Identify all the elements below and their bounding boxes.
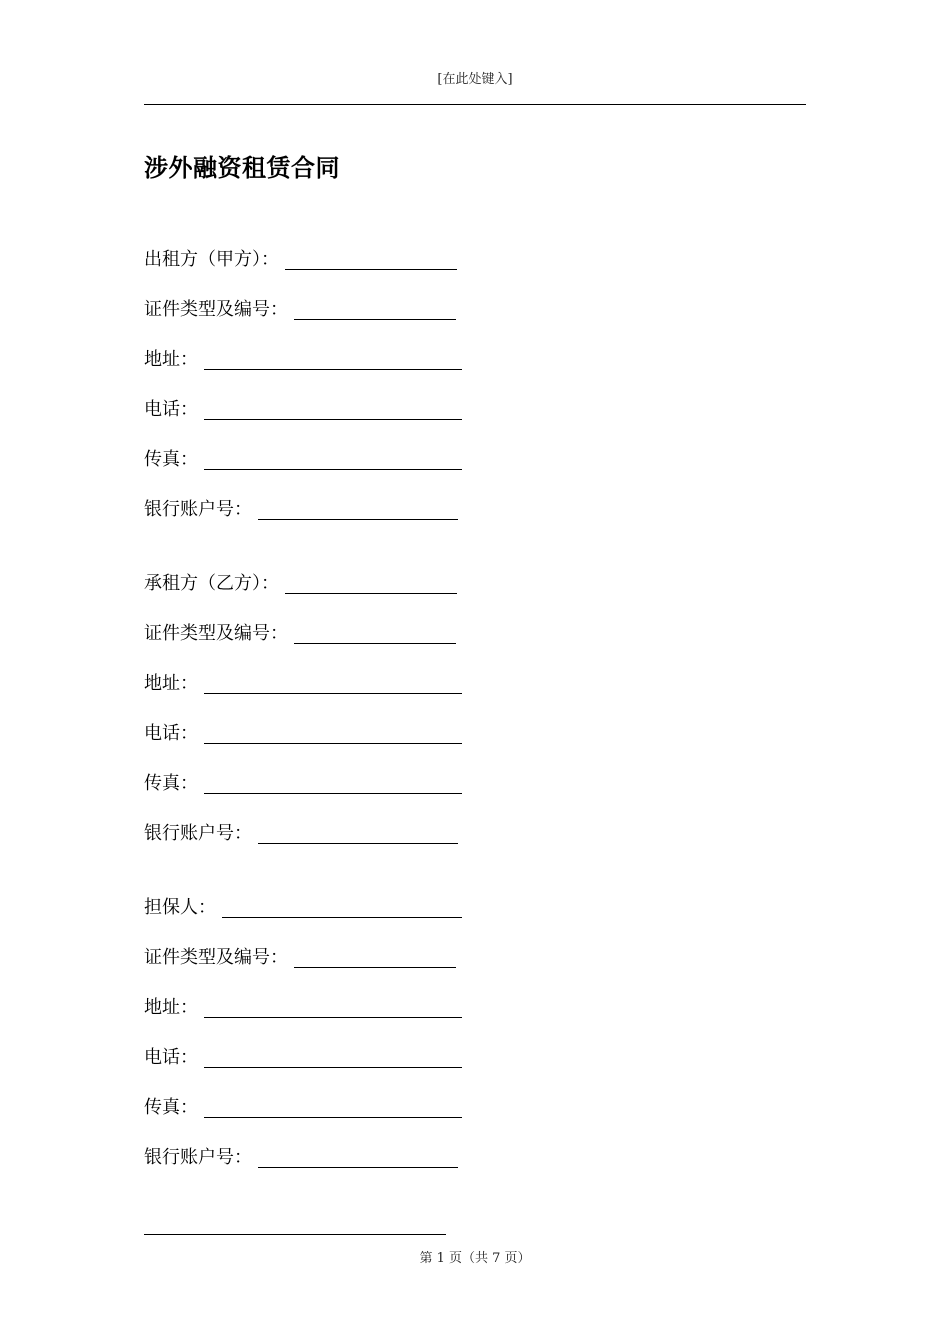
fill-in-blank[interactable] (204, 349, 462, 370)
field-label: 证件类型及编号： (144, 623, 288, 644)
guarantor-fax-field (144, 1092, 462, 1120)
fill-in-blank[interactable] (285, 249, 457, 270)
fill-in-blank[interactable] (204, 1097, 462, 1118)
document-title: 涉外融资租赁合同 (144, 153, 340, 182)
fill-in-blank[interactable] (294, 947, 456, 968)
fill-in-blank[interactable] (258, 1147, 458, 1168)
field-label: 地址： (144, 673, 198, 694)
field-label: 传真： (144, 449, 198, 470)
lessor-bank-field (144, 494, 458, 522)
field-label: 承租方（乙方）： (144, 573, 279, 594)
lessee-fax-field (144, 768, 462, 796)
fill-in-blank[interactable] (204, 723, 462, 744)
fill-in-blank[interactable] (204, 673, 462, 694)
field-label: 电话： (144, 723, 198, 744)
field-label: 电话： (144, 1047, 198, 1068)
fill-in-blank[interactable] (294, 623, 456, 644)
field-label: 传真： (144, 773, 198, 794)
field-label: 证件类型及编号： (144, 299, 288, 320)
field-label: 证件类型及编号： (144, 947, 288, 968)
lessor-fax-field (144, 444, 462, 472)
guarantor-name-field (144, 892, 462, 920)
guarantor-id-field (144, 942, 456, 970)
fill-in-blank[interactable] (204, 997, 462, 1018)
page-number: 第 1 页（共 7 页） (419, 1251, 531, 1266)
fill-in-blank[interactable] (285, 573, 457, 594)
lessor-phone-field (144, 394, 462, 422)
guarantor-phone-field (144, 1042, 462, 1070)
field-label: 银行账户号： (144, 1147, 252, 1168)
lessee-id-field (144, 618, 456, 646)
guarantor-bank-field (144, 1142, 458, 1170)
lessee-name-field (144, 568, 457, 596)
lessee-address-field (144, 668, 462, 696)
header-placeholder[interactable]: [在此处键入] (437, 72, 513, 87)
fill-in-blank[interactable] (204, 449, 462, 470)
fill-in-blank[interactable] (222, 897, 462, 918)
fill-in-blank[interactable] (258, 823, 458, 844)
lessee-bank-field (144, 818, 458, 846)
field-label: 电话： (144, 399, 198, 420)
field-label: 出租方（甲方）： (144, 249, 279, 270)
guarantor-address-field (144, 992, 462, 1020)
lessor-address-field (144, 344, 462, 372)
field-label: 地址： (144, 349, 198, 370)
lessor-name-field (144, 244, 457, 272)
field-label: 传真： (144, 1097, 198, 1118)
fill-in-blank[interactable] (294, 299, 456, 320)
lessee-phone-field (144, 718, 462, 746)
header-divider (144, 104, 806, 105)
field-label: 担保人： (144, 897, 216, 918)
fill-in-blank[interactable] (204, 1047, 462, 1068)
field-label: 银行账户号： (144, 823, 252, 844)
footer-divider (144, 1234, 446, 1235)
fill-in-blank[interactable] (258, 499, 458, 520)
fill-in-blank[interactable] (204, 399, 462, 420)
fill-in-blank[interactable] (204, 773, 462, 794)
field-label: 银行账户号： (144, 499, 252, 520)
field-label: 地址： (144, 997, 198, 1018)
lessor-id-field (144, 294, 456, 322)
